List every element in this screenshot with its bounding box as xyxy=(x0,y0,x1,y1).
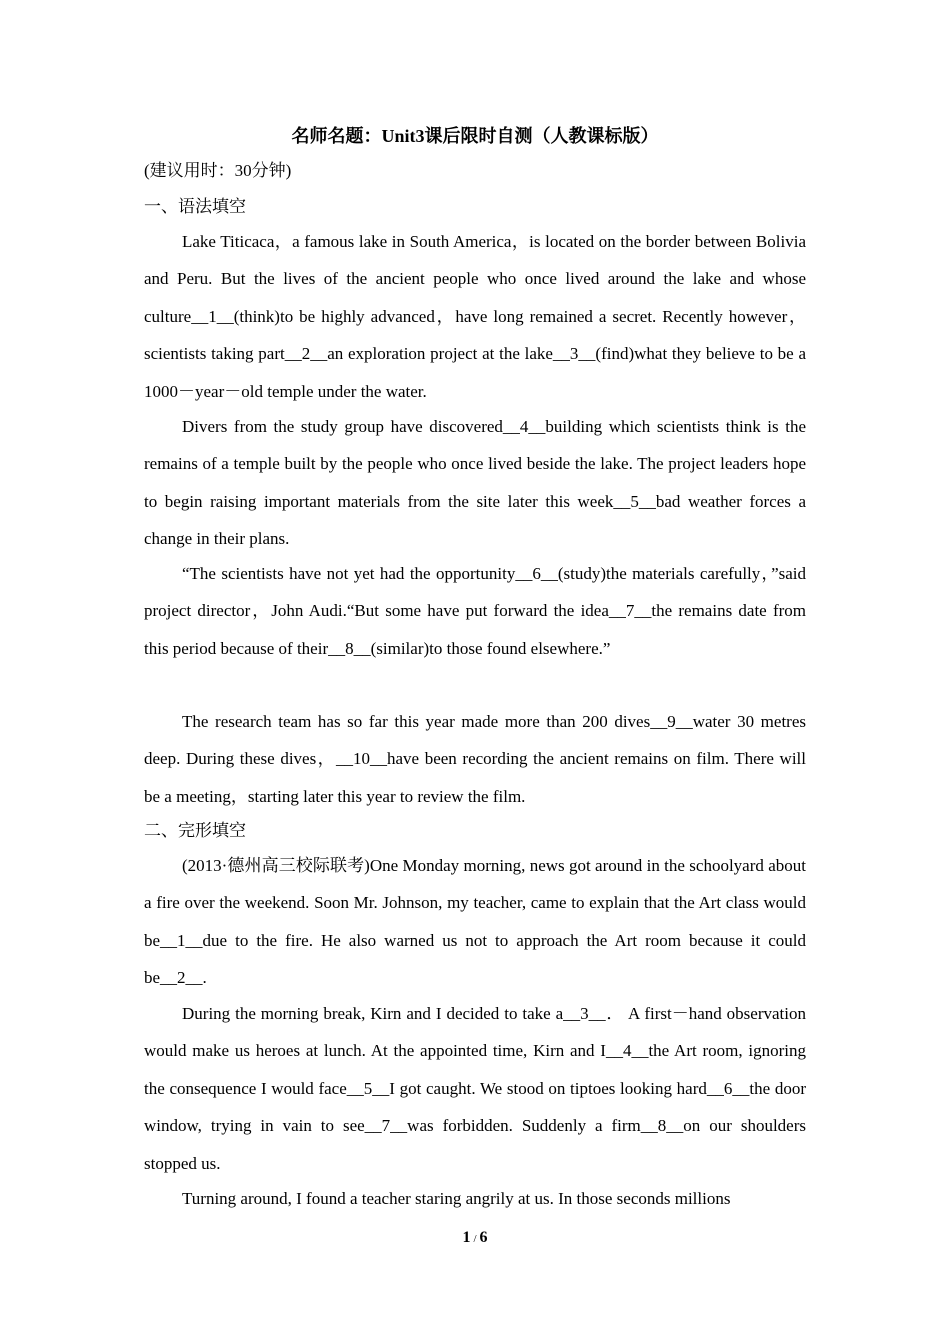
total-page-number: 6 xyxy=(479,1229,488,1246)
page-separator: / xyxy=(473,1233,477,1245)
document-title: 名师名题：Unit3课后限时自测（人教课标版） xyxy=(291,126,659,146)
section2-heading: 二、完形填空 xyxy=(144,821,246,840)
current-page-number: 1 xyxy=(462,1229,471,1246)
time-note: (建议用时：30分钟) xyxy=(144,161,292,180)
section2-paragraph-3: Turning around, I found a teacher staring angrily at us. In those seconds millions xyxy=(182,1189,731,1208)
section1-paragraph-1: Lake Titicaca，a famous lake in South America，is located on the border between Bolivia and Peru. But the lives of the ancient people who once lived around the lake and whose culture__1__(think)to be highly advanced，have long remained a secret. Recently however， scientists taking part__2__an exploration project at the lake__3__(find)what they believe to be a 1000－year－old temple under the water. xyxy=(144,232,806,401)
section1-paragraph-2: Divers from the study group have discovered__4__building which scientists think is the remains of a temple built by the people who once lived beside the lake. The project leaders hope to begin raising important materials from the site later this week__5__bad weather forces a change in their plans. xyxy=(144,417,806,549)
section1-paragraph-3: “The scientists have not yet had the opportunity__6__(study)the materials carefully，”said project director，John Audi.“But some have put forward the idea__7__the remains date from this period because of their__8__(similar)to those found elsewhere.” xyxy=(144,564,806,658)
section1-heading: 一、语法填空 xyxy=(144,197,246,216)
page-number xyxy=(0,1227,950,1250)
section2-paragraph-2: During the morning break, Kirn and I decided to take a__3__． A first－hand observation would make us heroes at lunch. At the appointed time, Kirn and I__4__the Art room, ignoring the consequence I would face__5__I got caught. We stood on tiptoes looking hard__6__the door window, trying in vain to see__7__was forbidden. Suddenly a firm__8__on our shoulders stopped us. xyxy=(144,1004,806,1173)
section2-paragraph-1: (2013·德州高三校际联考)One Monday morning, news got around in the schoolyard about a fire over the weekend. Soon Mr. Johnson, my teacher, came to explain that the Art class would be__1__due to the fire. He also warned us not to approach the Art room because it could be__2__. xyxy=(144,856,806,988)
section1-paragraph-4: The research team has so far this year made more than 200 dives__9__water 30 metres deep. During these dives，__10__have been recording the ancient remains on film. There will be a meeting，starting later this year to review the film. xyxy=(144,712,806,806)
